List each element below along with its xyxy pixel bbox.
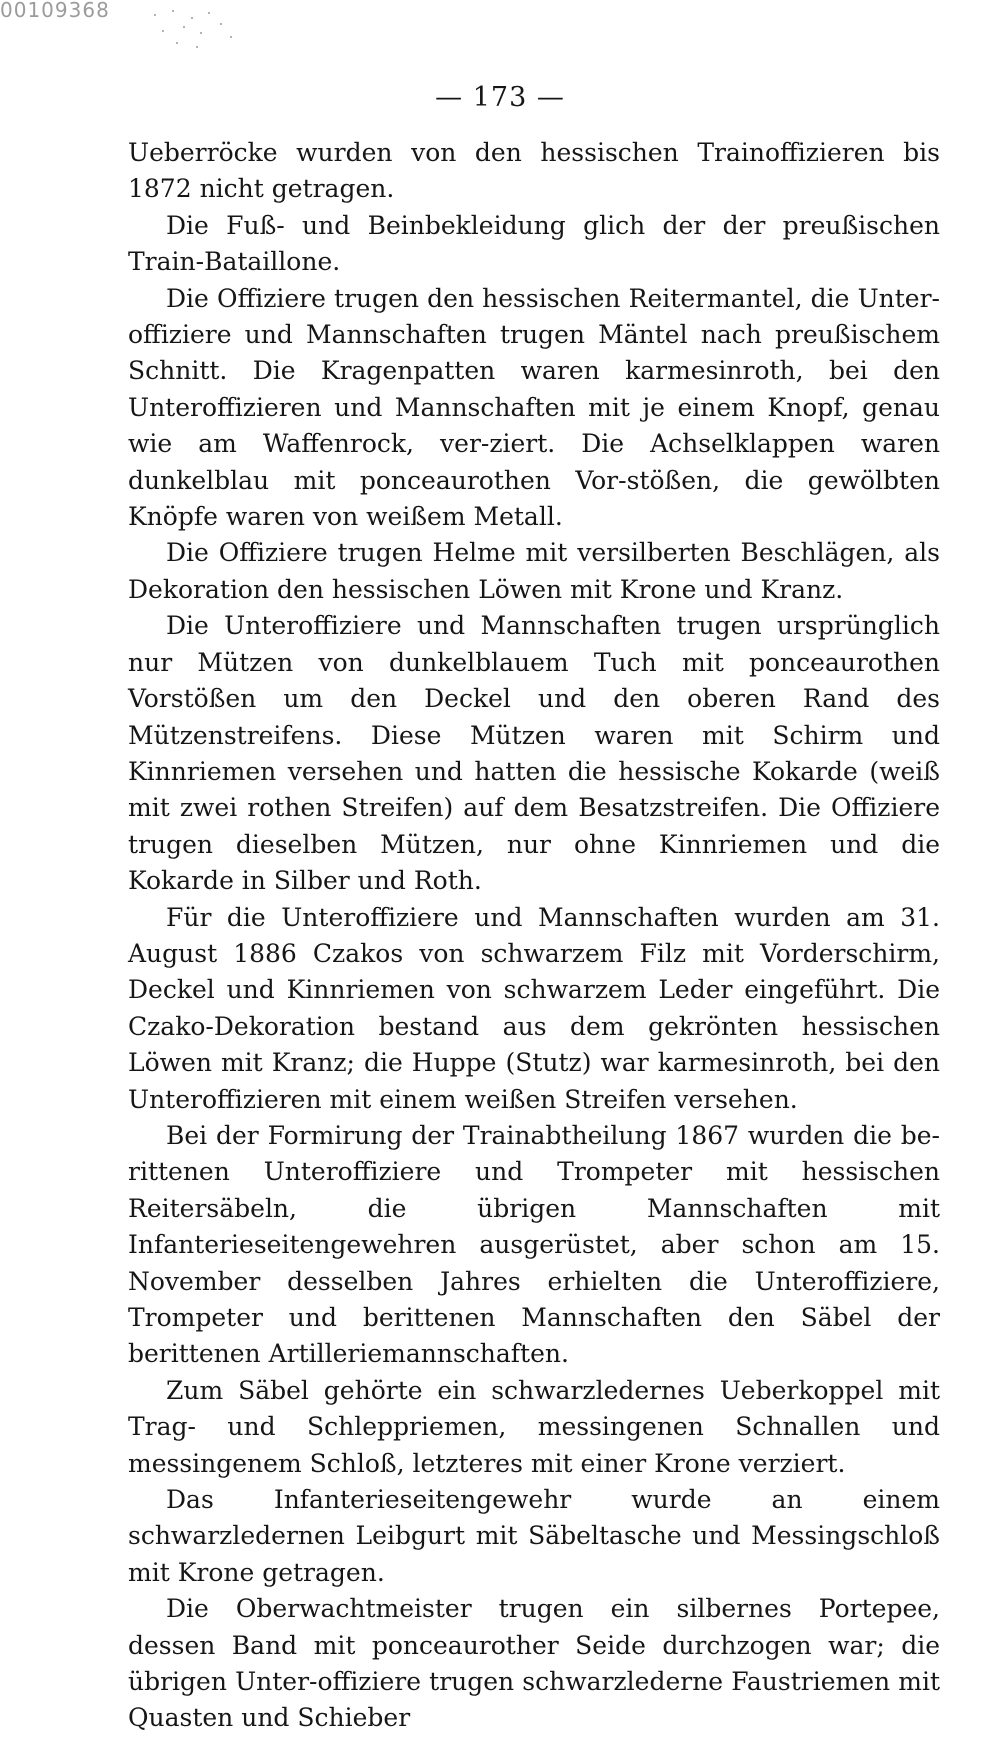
paragraph-3: Die Offiziere trugen den hessischen Reitermantel, die Unter-offiziere und Mannschaften trugen Mäntel nach preußischem Schnitt. Die Kragenpatten waren karmesinroth, bei den Unteroffizieren und Mannschaften mit je einem Knopf, genau wie am Waffenrock, ver-ziert. Die Achselklappen waren dunkelblau mit ponceaurothen Vor-stößen, die gewölbten Knöpfe waren von weißem Metall.: [128, 283, 940, 532]
paragraph-10: Die Oberwachtmeister trugen ein silbernes Portepee, dessen Band mit ponceaurother Seide durchzogen war; die übrigen Unter-offiziere trugen schwarzlederne Faustriemen mit Quasten und Schieber: [128, 1594, 940, 1733]
paragraph-7: Bei der Formirung der Trainabtheilung 1867 wurden die be-rittenen Unteroffiziere und Trompeter mit hessischen Reitersäbeln, die übrigen Mannschaften mit Infanterieseitengewehren ausgerüstet, aber schon am 15. November desselben Jahres erhielten die Unteroffiziere, Trompeter und berittenen Mannschaften den Säbel der berittenen Artilleriemannschaften.: [128, 1120, 940, 1369]
paragraph-9: Das Infanterieseitengewehr wurde an einem schwarzledernen Leibgurt mit Säbeltasche und Messingschloß mit Krone getragen.: [128, 1485, 940, 1587]
paragraph-1: Ueberröcke wurden von den hessischen Trainoffizieren bis 1872 nicht getragen.: [128, 138, 940, 204]
scan-specks: [150, 8, 240, 53]
paragraph-2: Die Fuß- und Beinbekleidung glich der der preußischen Train-Bataillone.: [128, 210, 940, 277]
body-text: [128, 135, 940, 1737]
paragraph-5: Die Unteroffiziere und Mannschaften trugen ursprünglich nur Mützen von dunkelblauem Tuch mit ponceaurothen Vorstößen um den Deckel und den oberen Rand des Mützenstreifens. Diese Mützen waren mit Schirm und Kinnriemen versehen und hatten die hessische Kokarde (weiß mit zwei rothen Streifen) auf dem Besatzstreifen. Die Offiziere trugen dieselben Mützen, nur ohne Kinnriemen und die Kokarde in Silber und Roth.: [128, 611, 940, 896]
paragraph-4: Die Offiziere trugen Helme mit versilberten Beschlägen, als Dekoration den hessischen Löwen mit Krone und Kranz.: [128, 538, 940, 604]
catalog-stamp: 00109368: [0, 0, 110, 22]
paragraph-6: Für die Unteroffiziere und Mannschaften wurden am 31. August 1886 Czakos von schwarzem Filz mit Vorderschirm, Deckel und Kinnriemen von schwarzem Leder eingeführt. Die Czako-Dekoration bestand aus dem gekrönten hessischen Löwen mit Kranz; die Huppe (Stutz) war karmesinroth, bei den Unteroffizieren mit einem weißen Streifen versehen.: [128, 902, 940, 1114]
paragraph-8: Zum Säbel gehörte ein schwarzledernes Ueberkoppel mit Trag- und Schleppriemen, messingenen Schnallen und messingenem Schloß, letzteres mit einer Krone verziert.: [128, 1375, 940, 1478]
page-number: — 173 —: [435, 82, 565, 113]
